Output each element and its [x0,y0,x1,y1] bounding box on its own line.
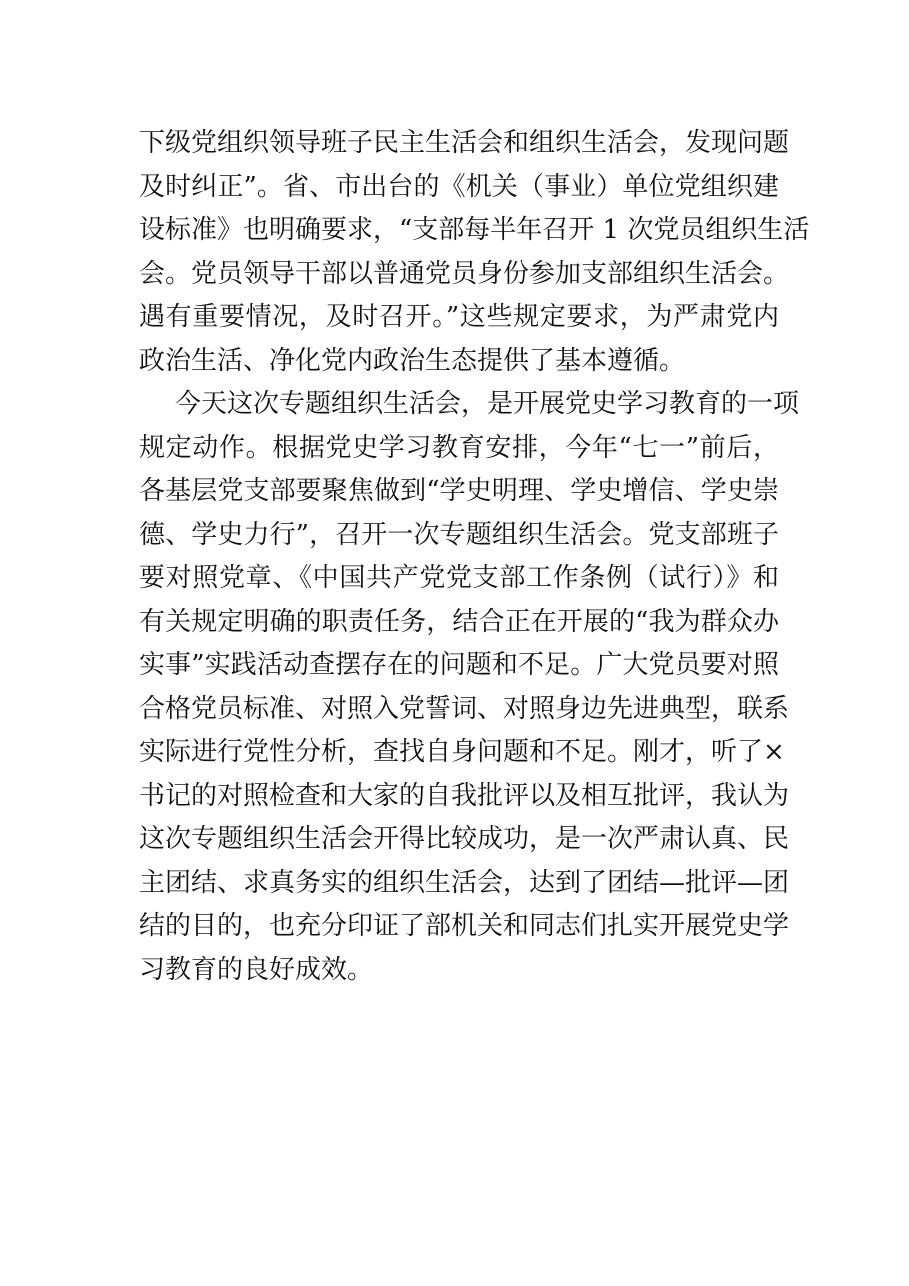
paragraph-line: 这次专题组织生活会开得比较成功，是一次严肃认真、民 [139,824,790,854]
paragraph-line: 习教育的良好成效。 [139,954,374,985]
paragraph-line: 及时纠正”。省、市出台的《机关（事业）单位党组织建 [139,171,779,202]
paragraph-line: 要对照党章、《中国共产党党支部工作条例（试行）》和 [139,563,779,593]
paragraph-1 [139,122,810,383]
paragraph-line: 实际进行党性分析，查找自身问题和不足。刚才，听了× [139,737,785,767]
paragraph-line: 结的目的，也充分印证了部机关和同志们扎实开展党史学 [139,911,790,941]
paragraph-line: 下级党组织领导班子民主生活会和组织生活会，发现问题 [139,128,790,158]
paragraph-line: 合格党员标准、对照入党誓词、对照身边先进典型，联系 [139,693,790,724]
paragraph-line: 实事”实践活动查摆存在的问题和不足。广大党员要对照 [139,650,779,680]
paragraph-line: 会。党员领导干部以普通党员身份参加支部组织生活会。 [139,258,790,289]
paragraph-line: 有关规定明确的职责任务，结合正在开展的“我为群众办 [139,606,779,637]
paragraph-line: 各基层党支部要聚焦做到“学史明理、学史增信、学史崇 [139,476,779,506]
paragraph-line: 今天这次专题组织生活会，是开展党史学习教育的一项 [175,389,800,419]
paragraph-line: 遇有重要情况，及时召开。”这些规定要求，为严肃党内 [139,302,779,332]
document-body [139,122,810,992]
paragraph-line: 书记的对照检查和大家的自我批评以及相互批评，我认为 [139,780,790,811]
paragraph-line: 政治生活、净化党内政治生态提供了基本遵循。 [139,345,686,376]
paragraph-line: 主团结、求真务实的组织生活会，达到了团结—批评—团 [139,867,790,898]
paragraph-line: 设标准》也明确要求，“支部每半年召开 1 次党员组织生活 [139,215,810,245]
paragraph-line: 规定动作。根据党史学习教育安排，今年“七一”前后， [139,432,779,463]
paragraph-line: 德、学史力行”，召开一次专题组织生活会。党支部班子 [139,519,779,550]
paragraph-2 [139,383,800,992]
